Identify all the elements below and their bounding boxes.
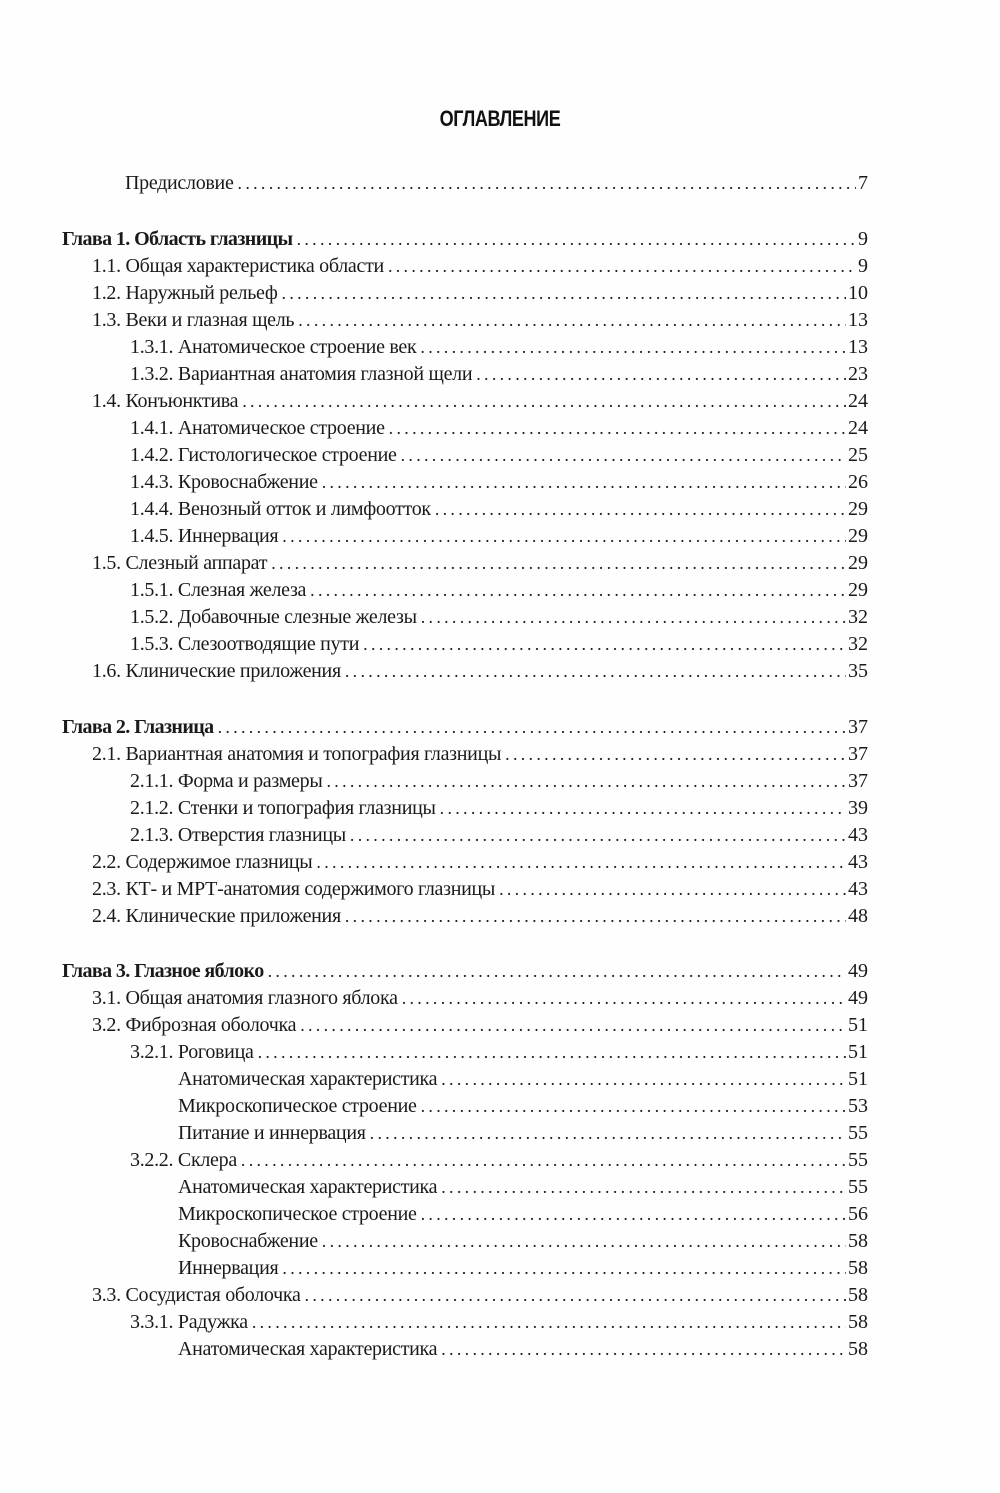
toc-entry-label: Иннервация xyxy=(178,1257,279,1279)
toc-entry[interactable] xyxy=(92,985,868,1011)
dot-leader xyxy=(441,1174,846,1200)
dot-leader xyxy=(345,658,846,684)
toc-page-number: 24 xyxy=(848,390,868,412)
toc-page-number: 9 xyxy=(858,228,868,250)
dot-leader xyxy=(388,253,856,279)
toc-entry-label: 1.4.1. Анатомическое строение xyxy=(130,417,385,439)
toc-entry[interactable] xyxy=(92,849,868,875)
dot-leader xyxy=(421,604,846,630)
toc-page-number: 24 xyxy=(848,417,868,439)
toc-entry[interactable] xyxy=(130,361,868,387)
toc-entry-preface[interactable] xyxy=(125,170,868,196)
toc-entry[interactable] xyxy=(130,768,868,794)
toc-entry[interactable] xyxy=(92,253,868,279)
dot-leader xyxy=(440,795,846,821)
toc-page-number: 53 xyxy=(848,1095,868,1117)
toc-entry-label: 2.4. Клинические приложения xyxy=(92,905,341,927)
toc-page-number: 29 xyxy=(848,498,868,520)
dot-leader xyxy=(252,1309,846,1335)
toc-entry[interactable] xyxy=(130,631,868,657)
dot-leader xyxy=(363,631,846,657)
toc-entry[interactable] xyxy=(92,658,868,684)
toc-page-number: 49 xyxy=(848,960,868,982)
dot-leader xyxy=(238,170,856,196)
toc-page-number: 43 xyxy=(848,878,868,900)
dot-leader xyxy=(402,985,846,1011)
dot-leader xyxy=(401,442,846,468)
toc-entry[interactable] xyxy=(178,1336,868,1362)
toc-entry-label: 3.2.2. Склера xyxy=(130,1149,237,1171)
toc-page-number: 25 xyxy=(848,444,868,466)
toc-entry[interactable] xyxy=(130,523,868,549)
toc-entry-label: 1.3. Веки и глазная щель xyxy=(92,309,295,331)
toc-entry-label: 1.6. Клинические приложения xyxy=(92,660,341,682)
toc-entry-label: Анатомическая характеристика xyxy=(178,1176,438,1198)
toc-entry-label: 3.2. Фиброзная оболочка xyxy=(92,1014,297,1036)
toc-entry-label: 1.5.1. Слезная железа xyxy=(130,579,307,601)
toc-page-number: 37 xyxy=(848,743,868,765)
toc-page-number: 37 xyxy=(848,770,868,792)
dot-leader xyxy=(297,226,856,252)
toc-entry[interactable] xyxy=(178,1255,868,1281)
toc-entry-label: 2.3. КТ- и МРТ-анатомия содержимого глазницы xyxy=(92,878,496,900)
toc-page-number: 55 xyxy=(848,1122,868,1144)
toc-chapter-label: Глава 2. Глазница xyxy=(62,716,214,738)
toc-entry[interactable] xyxy=(92,280,868,306)
toc-entry-label: 1.4.2. Гистологическое строение xyxy=(130,444,397,466)
toc-page-number: 43 xyxy=(848,824,868,846)
toc-entry-label: Анатомическая характеристика xyxy=(178,1338,438,1360)
toc-entry[interactable] xyxy=(178,1093,868,1119)
dot-leader xyxy=(282,280,846,306)
toc-page-number: 55 xyxy=(848,1149,868,1171)
dot-leader xyxy=(441,1066,846,1092)
dot-leader xyxy=(271,550,846,576)
toc-chapter-label: Глава 3. Глазное яблоко xyxy=(62,960,264,982)
toc-page-number: 58 xyxy=(848,1284,868,1306)
toc-entry-label: 3.3. Сосудистая оболочка xyxy=(92,1284,301,1306)
toc-page-number: 13 xyxy=(848,309,868,331)
toc-entry-label: 1.5. Слезный аппарат xyxy=(92,552,268,574)
toc-entry-label: Питание и иннервация xyxy=(178,1122,366,1144)
dot-leader xyxy=(326,768,846,794)
dot-leader xyxy=(476,361,846,387)
dot-leader xyxy=(389,415,846,441)
toc-page-number: 56 xyxy=(848,1203,868,1225)
toc-entry-label: Микроскопическое строение xyxy=(178,1095,417,1117)
toc-entry[interactable] xyxy=(92,307,868,333)
toc-entry-label: 1.2. Наружный рельеф xyxy=(92,282,278,304)
dot-leader xyxy=(310,577,846,603)
toc-entry[interactable] xyxy=(92,903,868,929)
toc-page-number: 29 xyxy=(848,579,868,601)
toc-entry[interactable] xyxy=(130,1147,868,1173)
dot-leader xyxy=(435,496,846,522)
toc-page-number: 23 xyxy=(848,363,868,385)
dot-leader xyxy=(242,388,846,414)
dot-leader xyxy=(298,307,846,333)
toc-page-number: 10 xyxy=(848,282,868,304)
toc-entry[interactable] xyxy=(92,1012,868,1038)
toc-entry-label: 3.1. Общая анатомия глазного яблока xyxy=(92,987,398,1009)
toc-page-number: 32 xyxy=(848,606,868,628)
toc-entry-label: 1.5.2. Добавочные слезные железы xyxy=(130,606,417,628)
toc-page-number: 35 xyxy=(848,660,868,682)
dot-leader xyxy=(218,714,846,740)
toc-page-number: 58 xyxy=(848,1257,868,1279)
toc-entry-label: 1.4.5. Иннервация xyxy=(130,525,279,547)
toc-entry[interactable] xyxy=(130,469,868,495)
toc-entry-label: 1.3.1. Анатомическое строение век xyxy=(130,336,417,358)
toc-page-number: 51 xyxy=(848,1014,868,1036)
toc-entry[interactable] xyxy=(178,1174,868,1200)
toc-entry-label: 2.1.3. Отверстия глазницы xyxy=(130,824,346,846)
dot-leader xyxy=(350,822,846,848)
dot-leader xyxy=(305,1282,846,1308)
toc-entry[interactable] xyxy=(92,1282,868,1308)
toc-page-number: 7 xyxy=(858,172,868,194)
toc-page-number: 32 xyxy=(848,633,868,655)
toc-entry[interactable] xyxy=(130,795,868,821)
toc-entry[interactable] xyxy=(130,415,868,441)
dot-leader xyxy=(345,903,846,929)
dot-leader xyxy=(420,334,846,360)
dot-leader xyxy=(322,469,846,495)
toc-page-number: 26 xyxy=(848,471,868,493)
dot-leader xyxy=(282,1255,846,1281)
toc-entry-label: 2.1. Вариантная анатомия и топография глазницы xyxy=(92,743,502,765)
toc-entry-label: 1.4.3. Кровоснабжение xyxy=(130,471,318,493)
toc-entry[interactable] xyxy=(130,334,868,360)
toc-entry[interactable] xyxy=(178,1201,868,1227)
toc-page-number: 43 xyxy=(848,851,868,873)
toc-page-number: 55 xyxy=(848,1176,868,1198)
toc-chapter-label: Глава 1. Область глазницы xyxy=(62,228,293,250)
toc-page-number: 58 xyxy=(848,1311,868,1333)
toc-entry[interactable] xyxy=(130,1309,868,1335)
toc-entry-label: 2.1.1. Форма и размеры xyxy=(130,770,323,792)
dot-leader xyxy=(268,958,846,984)
toc-chapter-3[interactable] xyxy=(62,958,868,984)
toc-entry[interactable] xyxy=(92,388,868,414)
toc-chapter-2[interactable] xyxy=(62,714,868,740)
dot-leader xyxy=(421,1093,846,1119)
toc-page-number: 51 xyxy=(848,1068,868,1090)
toc-page-number: 58 xyxy=(848,1230,868,1252)
toc-entry-label: 1.1. Общая характеристика области xyxy=(92,255,384,277)
toc-entry-label: Предисловие xyxy=(125,172,234,194)
toc-entry-label: 3.3.1. Радужка xyxy=(130,1311,248,1333)
toc-page-number: 39 xyxy=(848,797,868,819)
dot-leader xyxy=(282,523,846,549)
toc-entry[interactable] xyxy=(130,604,868,630)
toc-page-number: 58 xyxy=(848,1338,868,1360)
toc-page-number: 29 xyxy=(848,552,868,574)
dot-leader xyxy=(316,849,846,875)
toc-entry-label: 2.1.2. Стенки и топография глазницы xyxy=(130,797,436,819)
toc-entry[interactable] xyxy=(178,1228,868,1254)
toc-page-number: 29 xyxy=(848,525,868,547)
dot-leader xyxy=(421,1201,846,1227)
toc-page-number: 48 xyxy=(848,905,868,927)
toc-chapter-1[interactable] xyxy=(62,226,868,252)
toc-entry-label: 1.5.3. Слезоотводящие пути xyxy=(130,633,360,655)
toc-entry[interactable] xyxy=(130,822,868,848)
toc-entry-label: 3.2.1. Роговица xyxy=(130,1041,254,1063)
toc-entry[interactable] xyxy=(178,1120,868,1146)
toc-page-number: 51 xyxy=(848,1041,868,1063)
dot-leader xyxy=(258,1039,846,1065)
dot-leader xyxy=(370,1120,846,1146)
dot-leader xyxy=(300,1012,846,1038)
page-title: ОГЛАВЛЕНИЕ xyxy=(439,106,561,131)
toc-entry[interactable] xyxy=(130,496,868,522)
toc-entry[interactable] xyxy=(92,876,868,902)
dot-leader xyxy=(499,876,846,902)
toc-entry[interactable] xyxy=(130,442,868,468)
toc-entry-label: 1.4.4. Венозный отток и лимфоотток xyxy=(130,498,431,520)
toc-entry-label: Микроскопическое строение xyxy=(178,1203,417,1225)
toc-entry-label: Анатомическая характеристика xyxy=(178,1068,438,1090)
toc-entry[interactable] xyxy=(178,1066,868,1092)
toc-entry[interactable] xyxy=(130,1039,868,1065)
toc-page-number: 49 xyxy=(848,987,868,1009)
toc-entry-label: 2.2. Содержимое глазницы xyxy=(92,851,313,873)
toc-entry[interactable] xyxy=(92,741,868,767)
toc-entry[interactable] xyxy=(92,550,868,576)
toc-page-number: 37 xyxy=(848,716,868,738)
toc-entry-label: Кровоснабжение xyxy=(178,1230,318,1252)
toc-entry-label: 1.3.2. Вариантная анатомия глазной щели xyxy=(130,363,473,385)
dot-leader xyxy=(505,741,846,767)
toc-entry-label: 1.4. Конъюнктива xyxy=(92,390,239,412)
dot-leader xyxy=(322,1228,846,1254)
toc-entry[interactable] xyxy=(130,577,868,603)
dot-leader xyxy=(441,1336,846,1362)
toc-page-number: 13 xyxy=(848,336,868,358)
dot-leader xyxy=(241,1147,846,1173)
toc-page-number: 9 xyxy=(858,255,868,277)
